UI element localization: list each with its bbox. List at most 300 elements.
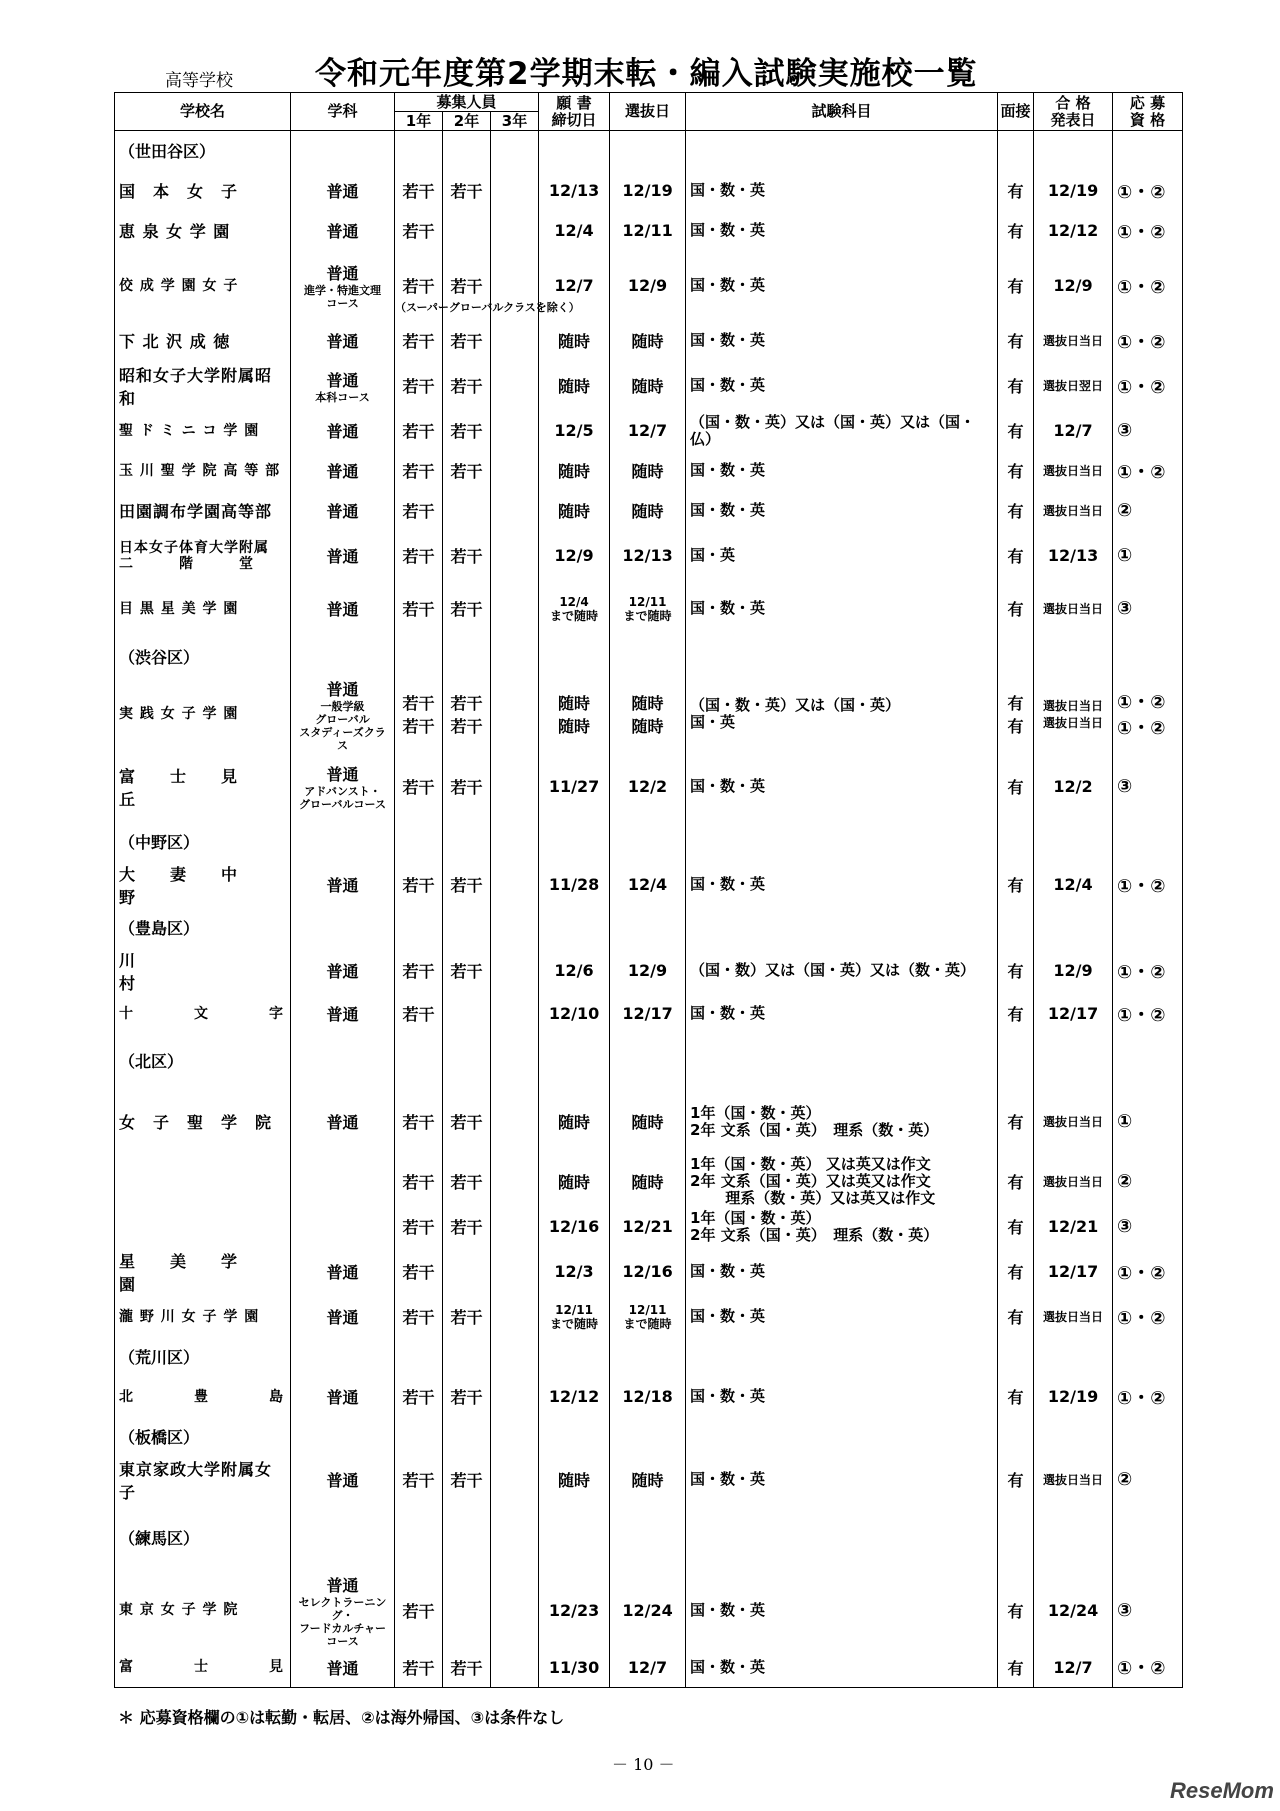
empty-cell xyxy=(1113,1337,1183,1377)
course xyxy=(291,1156,395,1207)
qualification xyxy=(1113,948,1183,994)
selection-date xyxy=(610,677,686,752)
recruit-year3 xyxy=(491,211,539,251)
school-name xyxy=(115,1247,291,1297)
interview-text: 有 xyxy=(1007,1172,1024,1192)
empty-cell xyxy=(395,1337,443,1377)
selection-date-text: 12/13 xyxy=(622,546,673,565)
course-text: 普通 xyxy=(326,1005,359,1024)
col-school: 学校名 xyxy=(115,93,291,131)
exam-subjects-text: （国・数・英）又は（国・英）又は（国・仏） xyxy=(690,412,976,448)
interview xyxy=(998,491,1034,531)
course xyxy=(291,752,395,822)
qualification xyxy=(1113,1648,1183,1688)
school-name xyxy=(115,251,291,321)
interview-text: 有 xyxy=(1007,1113,1024,1132)
ward-label xyxy=(115,1417,291,1457)
course xyxy=(291,411,395,451)
recruit-year1-text: 若干 若干 xyxy=(402,694,435,736)
recruit-year3 xyxy=(491,581,539,637)
exam-subjects xyxy=(686,677,998,752)
recruit-year2 xyxy=(443,677,491,752)
selection-date xyxy=(610,491,686,531)
recruit-year3 xyxy=(491,948,539,994)
announce-date-text: 選抜日当日 xyxy=(1043,464,1104,478)
empty-cell xyxy=(686,131,998,171)
empty-cell xyxy=(1034,908,1113,948)
deadline xyxy=(539,1088,610,1156)
course-detail: 一般学級 グローバル スタディーズクラス xyxy=(299,699,386,752)
recruit-year2 xyxy=(443,1457,491,1503)
empty-cell xyxy=(1034,637,1113,677)
school-name-text: 聖 ド ミ ニ コ 学 園 xyxy=(119,422,260,439)
deadline-text: 12/9 xyxy=(554,546,594,565)
announce-date xyxy=(1034,677,1113,752)
deadline-text: 11/30 xyxy=(548,1657,600,1677)
course xyxy=(291,948,395,994)
selection-date-text: 随時 xyxy=(631,502,664,521)
course xyxy=(291,1207,395,1247)
selection-date-text: 随時 随時 xyxy=(631,694,664,736)
qualification xyxy=(1113,171,1183,211)
exam-subjects xyxy=(686,581,998,637)
recruit-year1-text: 若干 xyxy=(402,377,435,396)
selection-date xyxy=(610,1573,686,1648)
table-row xyxy=(115,1457,1183,1503)
recruit-year3 xyxy=(491,677,539,752)
interview-text: 有 xyxy=(1007,1218,1024,1237)
selection-date xyxy=(610,994,686,1034)
course xyxy=(291,862,395,908)
recruit-year3 xyxy=(491,994,539,1034)
interview-text: 有 xyxy=(1007,1658,1024,1678)
qualification-text: ② xyxy=(1117,1469,1133,1490)
school-name xyxy=(115,1648,291,1688)
interview xyxy=(998,361,1034,411)
announce-date xyxy=(1034,171,1113,211)
course xyxy=(291,491,395,531)
school-name-text: 東 京 女 子 学 院 xyxy=(119,1602,239,1618)
recruit-year1 xyxy=(395,321,443,361)
empty-cell xyxy=(443,822,491,862)
announce-date-text: 選抜日当日 選抜日当日 xyxy=(1043,699,1104,730)
ward-label-text: （練馬区） xyxy=(119,1529,200,1548)
empty-cell xyxy=(443,1034,491,1088)
interview-text: 有 xyxy=(1007,962,1024,981)
recruit-year1 xyxy=(395,1156,443,1207)
selection-date xyxy=(610,1297,686,1337)
recruit-year1 xyxy=(395,581,443,637)
interview xyxy=(998,251,1034,321)
empty-cell xyxy=(1113,1417,1183,1457)
ward-row xyxy=(115,1417,1183,1457)
empty-cell xyxy=(491,131,539,171)
deadline-text: 12/13 xyxy=(548,181,600,200)
interview-text: 有 有 xyxy=(1007,694,1024,736)
exam-subjects-text: 国・数・英 xyxy=(690,276,766,294)
ward-label-text: （荒川区） xyxy=(119,1348,200,1367)
col-course: 学科 xyxy=(291,93,395,131)
interview xyxy=(998,171,1034,211)
school-name xyxy=(115,361,291,411)
announce-date xyxy=(1034,994,1113,1034)
empty-cell xyxy=(1034,131,1113,171)
school-name xyxy=(115,994,291,1034)
course-text: 普通 xyxy=(326,765,359,784)
exam-subjects-text: 国・数・英 xyxy=(690,221,766,239)
deadline xyxy=(539,491,610,531)
exam-subjects xyxy=(686,1377,998,1417)
deadline-text: 随時 xyxy=(558,1113,591,1132)
announce-date-text: 12/24 xyxy=(1047,1600,1099,1620)
qualification-text: ①・② xyxy=(1117,961,1166,983)
empty-cell xyxy=(539,908,610,948)
deadline xyxy=(539,451,610,491)
recruit-year3 xyxy=(491,361,539,411)
recruit-year3 xyxy=(491,321,539,361)
qualification-text: ③ xyxy=(1117,598,1133,619)
watermark-logo: ReseMom xyxy=(1170,1778,1274,1803)
empty-cell xyxy=(491,1503,539,1573)
course xyxy=(291,171,395,211)
empty-cell xyxy=(491,822,539,862)
selection-date-text: 12/24 xyxy=(622,1600,673,1620)
recruit-year2-text: 若干 xyxy=(450,1388,483,1407)
deadline xyxy=(539,948,610,994)
col-deadline: 願 書 締切日 xyxy=(539,93,610,131)
announce-date-text: 12/4 xyxy=(1053,875,1093,894)
selection-date xyxy=(610,862,686,908)
deadline xyxy=(539,1297,610,1337)
recruit-year1 xyxy=(395,1247,443,1297)
table-body xyxy=(115,131,1183,1688)
recruit-year3 xyxy=(491,752,539,822)
recruit-year1-text: 若干 xyxy=(402,277,435,296)
deadline xyxy=(539,361,610,411)
qualification-text: ①・② ①・② xyxy=(1117,692,1166,739)
interview xyxy=(998,862,1034,908)
recruit-year1 xyxy=(395,994,443,1034)
empty-cell xyxy=(491,1337,539,1377)
exam-subjects xyxy=(686,862,998,908)
recruit-year1 xyxy=(395,1297,443,1337)
empty-cell xyxy=(291,637,395,677)
col-qualify: 応 募 資 格 xyxy=(1113,93,1183,131)
interview xyxy=(998,1207,1034,1247)
recruit-year1 xyxy=(395,1377,443,1417)
school-name-text: 女 子 聖 学 院 xyxy=(119,1113,273,1132)
selection-date xyxy=(610,211,686,251)
exam-subjects xyxy=(686,361,998,411)
recruit-year2 xyxy=(443,994,491,1034)
recruit-year2-text: 若干 xyxy=(450,600,483,619)
recruit-year1 xyxy=(395,1088,443,1156)
course-text: 普通 xyxy=(326,332,359,351)
school-name-text: 佼 成 学 園 女 子 xyxy=(119,277,239,294)
course xyxy=(291,1297,395,1337)
qualification xyxy=(1113,491,1183,531)
deadline-text: 随時 xyxy=(558,377,591,396)
exam-subjects-text: 国・英 xyxy=(690,546,736,564)
qualification-text: ①・② xyxy=(1117,1262,1166,1284)
exam-subjects xyxy=(686,1648,998,1688)
recruit-year1 xyxy=(395,948,443,994)
recruit-year3 xyxy=(491,1297,539,1337)
empty-cell xyxy=(1113,131,1183,171)
school-name xyxy=(115,1156,291,1207)
recruit-year1 xyxy=(395,361,443,411)
empty-cell xyxy=(491,1034,539,1088)
selection-date xyxy=(610,1156,686,1207)
empty-cell xyxy=(610,1337,686,1377)
school-name xyxy=(115,1573,291,1648)
interview-text: 有 xyxy=(1007,277,1024,296)
exam-subjects-text: 国・数・英 xyxy=(690,1600,766,1619)
interview xyxy=(998,677,1034,752)
empty-cell xyxy=(291,1337,395,1377)
empty-cell xyxy=(395,1417,443,1457)
qualification-text: ①・② xyxy=(1117,461,1166,483)
course-text: 普通 xyxy=(326,422,359,441)
deadline-text: 11/28 xyxy=(548,875,600,894)
qualification-text: ①・② xyxy=(1117,875,1166,897)
school-name xyxy=(115,1207,291,1247)
empty-cell xyxy=(1034,1417,1113,1457)
announce-date xyxy=(1034,752,1113,822)
ward-label xyxy=(115,637,291,677)
course-text: 普通 xyxy=(326,547,359,566)
exam-subjects xyxy=(686,1088,998,1156)
course-detail: セレクトラーニング・ フードカルチャーコース xyxy=(298,1595,387,1648)
course xyxy=(291,1573,395,1648)
recruit-year2-text: 若干 xyxy=(450,1471,483,1490)
selection-date xyxy=(610,1247,686,1297)
table-row xyxy=(115,1247,1183,1297)
exam-subjects-text: 国・数・英 xyxy=(690,181,766,199)
recruit-year2 xyxy=(443,531,491,581)
recruit-year1-text: 若干 xyxy=(402,1471,435,1490)
course-text: 普通 xyxy=(326,679,359,699)
school-name-text: 瀧 野 川 女 子 学 園 xyxy=(119,1308,260,1325)
interview-text: 有 xyxy=(1007,422,1024,441)
school-name-text: 北 豊 島 xyxy=(119,1388,284,1405)
exam-subjects xyxy=(686,321,998,361)
qualification-text: ③ xyxy=(1117,776,1133,797)
recruit-year1 xyxy=(395,171,443,211)
selection-date xyxy=(610,251,686,321)
deadline xyxy=(539,1247,610,1297)
empty-cell xyxy=(998,1337,1034,1377)
school-name xyxy=(115,581,291,637)
selection-date xyxy=(610,1457,686,1503)
selection-date-text: 随時 xyxy=(631,377,664,396)
exam-subjects xyxy=(686,211,998,251)
exam-subjects xyxy=(686,1457,998,1503)
deadline-text: 随時 xyxy=(558,332,591,351)
announce-date xyxy=(1034,251,1113,321)
empty-cell xyxy=(610,908,686,948)
recruit-year2 xyxy=(443,171,491,211)
selection-date-text: 12/7 xyxy=(627,421,668,440)
course xyxy=(291,1457,395,1503)
announce-date-text: 選抜日当日 xyxy=(1043,602,1104,616)
announce-date-text: 12/9 xyxy=(1053,276,1093,295)
table-row xyxy=(115,677,1183,752)
exam-subjects-text: 国・数・英 xyxy=(690,461,766,479)
col-interview: 面接 xyxy=(998,93,1034,131)
selection-date-text: 随時 xyxy=(631,1113,664,1132)
recruit-year1 xyxy=(395,211,443,251)
ward-label xyxy=(115,1034,291,1088)
recruit-year3 xyxy=(491,1088,539,1156)
empty-cell xyxy=(998,131,1034,171)
school-name xyxy=(115,1457,291,1503)
interview xyxy=(998,321,1034,361)
selection-date-text: 随時 xyxy=(631,1172,664,1192)
selection-date xyxy=(610,1648,686,1688)
qualification-text: ② xyxy=(1117,1170,1133,1192)
empty-cell xyxy=(395,131,443,171)
selection-date xyxy=(610,451,686,491)
deadline-text: 12/3 xyxy=(554,1262,594,1281)
school-name xyxy=(115,948,291,994)
exam-subjects xyxy=(686,171,998,211)
deadline-text: 12/12 xyxy=(548,1387,600,1406)
empty-cell xyxy=(1034,1337,1113,1377)
qualification xyxy=(1113,321,1183,361)
table-row xyxy=(115,1207,1183,1247)
empty-cell xyxy=(686,908,998,948)
deadline xyxy=(539,862,610,908)
qualification xyxy=(1113,1207,1183,1247)
recruit-year1-text: 若干 xyxy=(402,876,435,895)
recruit-year1-text: 若干 xyxy=(402,222,435,241)
announce-date xyxy=(1034,948,1113,994)
table-row xyxy=(115,862,1183,908)
course xyxy=(291,451,395,491)
empty-cell xyxy=(686,1503,998,1573)
exam-subjects xyxy=(686,531,998,581)
empty-cell xyxy=(610,1503,686,1573)
announce-date xyxy=(1034,531,1113,581)
announce-date-text: 12/7 xyxy=(1053,1657,1093,1677)
table-row xyxy=(115,1297,1183,1337)
table-row xyxy=(115,994,1183,1034)
empty-cell xyxy=(610,637,686,677)
interview xyxy=(998,581,1034,637)
recruit-year2-text: 若干 xyxy=(450,1218,483,1237)
recruit-year1-text: 若干 xyxy=(402,422,435,441)
school-name xyxy=(115,752,291,822)
recruit-year2 xyxy=(443,1377,491,1417)
recruit-year1 xyxy=(395,411,443,451)
qualification xyxy=(1113,677,1183,752)
interview xyxy=(998,1648,1034,1688)
recruit-year2 xyxy=(443,948,491,994)
school-name xyxy=(115,411,291,451)
recruit-year2-text: 若干 xyxy=(450,876,483,895)
interview-text: 有 xyxy=(1007,600,1024,619)
empty-cell xyxy=(395,1034,443,1088)
recruit-year3 xyxy=(491,171,539,211)
page-title: 令和元年度第2学期末転・編入試験実施校一覧 xyxy=(315,56,978,92)
deadline-text: 12/23 xyxy=(548,1600,600,1620)
selection-date xyxy=(610,171,686,211)
recruit-year2-text: 若干 xyxy=(450,277,483,296)
school-name xyxy=(115,531,291,581)
empty-cell xyxy=(1113,822,1183,862)
announce-date xyxy=(1034,1377,1113,1417)
deadline-text: 随時 xyxy=(558,1172,591,1192)
exam-subjects xyxy=(686,251,998,321)
announce-date xyxy=(1034,1207,1113,1247)
empty-cell xyxy=(610,1417,686,1457)
deadline xyxy=(539,1573,610,1648)
announce-date-text: 12/17 xyxy=(1047,1004,1099,1023)
course-text: 普通 xyxy=(326,222,359,241)
qualification xyxy=(1113,251,1183,321)
empty-cell xyxy=(998,1503,1034,1573)
deadline-text: 12/7 xyxy=(554,276,594,295)
table-row xyxy=(115,1156,1183,1207)
course-text: 普通 xyxy=(326,600,359,619)
interview xyxy=(998,451,1034,491)
table-header xyxy=(115,93,1183,131)
selection-date-text: 12/9 xyxy=(627,961,668,980)
interview-text: 有 xyxy=(1007,502,1024,521)
course xyxy=(291,1648,395,1688)
recruit-year3 xyxy=(491,1573,539,1648)
school-name-text: 昭和女子大学附属昭和 xyxy=(119,365,273,408)
recruit-year2-text: 若干 xyxy=(450,1308,483,1327)
recruit-year3 xyxy=(491,1247,539,1297)
table-row xyxy=(115,171,1183,211)
school-name-text: 日本女子体育大学附属 二 階 堂 xyxy=(119,539,269,572)
school-name-text: 川 村 xyxy=(119,950,273,993)
exam-subjects xyxy=(686,1156,998,1207)
recruit-year2 xyxy=(443,862,491,908)
announce-date xyxy=(1034,1247,1113,1297)
ward-label xyxy=(115,131,291,171)
course xyxy=(291,1247,395,1297)
deadline-text: 12/4 まで随時 xyxy=(550,594,599,623)
course-text: 普通 xyxy=(326,462,359,481)
ward-label xyxy=(115,822,291,862)
exam-subjects xyxy=(686,1297,998,1337)
selection-date xyxy=(610,581,686,637)
table-row xyxy=(115,451,1183,491)
announce-date xyxy=(1034,411,1113,451)
deadline xyxy=(539,321,610,361)
ward-label xyxy=(115,908,291,948)
course-text: 普通 xyxy=(326,1308,359,1327)
course-text: 普通 xyxy=(326,502,359,521)
exam-subjects xyxy=(686,411,998,451)
deadline xyxy=(539,581,610,637)
course-text: 普通 xyxy=(326,1575,359,1595)
interview-text: 有 xyxy=(1007,547,1024,566)
announce-date-text: 12/13 xyxy=(1047,546,1099,565)
table-row xyxy=(115,948,1183,994)
recruit-year1-text: 若干 xyxy=(402,1172,435,1192)
recruit-year3 xyxy=(491,1377,539,1417)
selection-date-text: 随時 xyxy=(631,1471,664,1490)
qualification xyxy=(1113,1156,1183,1207)
selection-date-text: 12/17 xyxy=(622,1004,673,1023)
exam-subjects xyxy=(686,1573,998,1648)
table-row xyxy=(115,361,1183,411)
course xyxy=(291,531,395,581)
